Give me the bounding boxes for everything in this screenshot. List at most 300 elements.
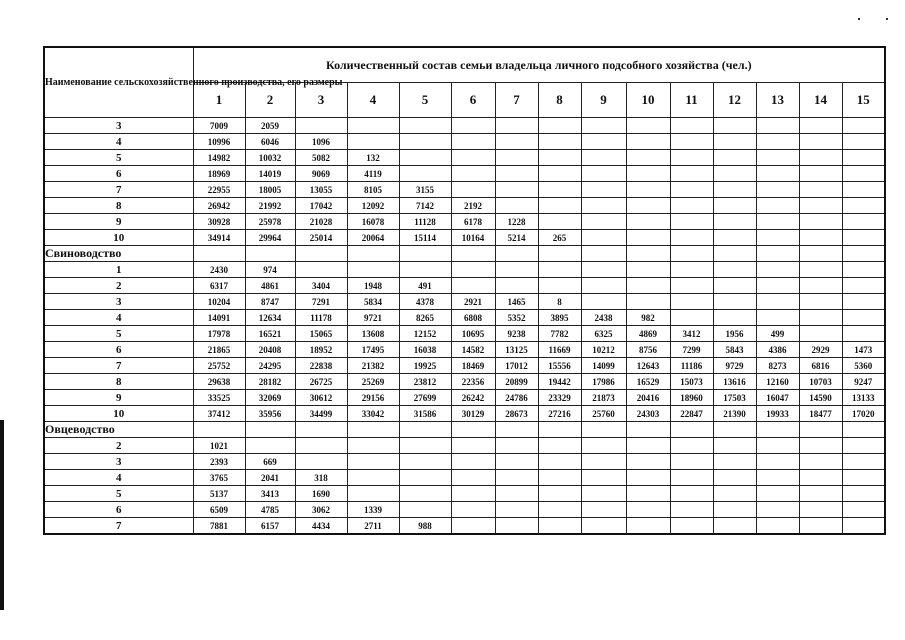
table-cell: [347, 454, 399, 470]
table-cell: 3155: [399, 182, 451, 198]
row-size-label: 2: [44, 278, 193, 294]
table-cell: [626, 262, 670, 278]
table-cell: 7142: [399, 198, 451, 214]
table-cell: [756, 518, 799, 535]
table-cell: [713, 214, 756, 230]
table-cell: [799, 454, 842, 470]
table-cell: [799, 214, 842, 230]
scan-edge-mark: [0, 420, 4, 610]
table-cell: [670, 214, 713, 230]
table-cell: [495, 454, 538, 470]
table-cell: 33525: [193, 390, 245, 406]
table-cell: [451, 518, 495, 535]
table-cell: [295, 454, 347, 470]
table-cell: 14019: [245, 166, 295, 182]
table-cell: 28673: [495, 406, 538, 422]
table-cell: [451, 502, 495, 518]
table-cell: 23329: [538, 390, 581, 406]
table-cell: [842, 326, 885, 342]
table-cell: 9238: [495, 326, 538, 342]
table-cell: 3413: [245, 486, 295, 502]
table-cell: [756, 278, 799, 294]
table-cell: 14091: [193, 310, 245, 326]
table-row: [44, 150, 885, 166]
table-cell: [713, 310, 756, 326]
table-cell: 3062: [295, 502, 347, 518]
column-number-header: 4: [347, 83, 399, 118]
table-cell: 35956: [245, 406, 295, 422]
table-cell: 12092: [347, 198, 399, 214]
table-cell: 11128: [399, 214, 451, 230]
table-cell: [713, 166, 756, 182]
table-cell: [756, 294, 799, 310]
table-cell: [451, 246, 495, 262]
table-cell: [538, 246, 581, 262]
column-number-header: 13: [756, 83, 799, 118]
table-cell: 15073: [670, 374, 713, 390]
table-cell: [670, 422, 713, 438]
table-cell: 974: [245, 262, 295, 278]
table-cell: [756, 166, 799, 182]
table-row: [44, 262, 885, 278]
row-size-label: 3: [44, 454, 193, 470]
table-cell: 17986: [581, 374, 626, 390]
table-cell: 6808: [451, 310, 495, 326]
table-cell: [626, 438, 670, 454]
table-cell: 17020: [842, 406, 885, 422]
table-row: [44, 486, 885, 502]
row-size-label: 7: [44, 358, 193, 374]
table-body: [44, 118, 885, 535]
row-size-label: 5: [44, 486, 193, 502]
table-cell: [713, 134, 756, 150]
row-size-label: 4: [44, 310, 193, 326]
table-cell: 4785: [245, 502, 295, 518]
table-cell: 10703: [799, 374, 842, 390]
table-cell: [799, 134, 842, 150]
table-cell: [713, 438, 756, 454]
table-cell: 9721: [347, 310, 399, 326]
table-cell: [495, 134, 538, 150]
table-cell: [399, 262, 451, 278]
table-cell: 26942: [193, 198, 245, 214]
section-row: [44, 422, 885, 438]
table-cell: [495, 470, 538, 486]
table-cell: [842, 214, 885, 230]
table-cell: [495, 262, 538, 278]
table-cell: [295, 422, 347, 438]
table-cell: [799, 118, 842, 134]
table-cell: [495, 246, 538, 262]
table-cell: [581, 262, 626, 278]
table-cell: 5352: [495, 310, 538, 326]
table-cell: [245, 246, 295, 262]
table-cell: [713, 294, 756, 310]
table-cell: 22356: [451, 374, 495, 390]
row-size-label: 5: [44, 326, 193, 342]
table-cell: [842, 182, 885, 198]
table-cell: 10996: [193, 134, 245, 150]
table-cell: 7299: [670, 342, 713, 358]
table-cell: [756, 438, 799, 454]
table-cell: [626, 134, 670, 150]
table-cell: 18477: [799, 406, 842, 422]
table-cell: 499: [756, 326, 799, 342]
table-cell: [295, 118, 347, 134]
table-cell: 19925: [399, 358, 451, 374]
table-cell: [670, 454, 713, 470]
table-cell: [670, 310, 713, 326]
table-cell: [799, 486, 842, 502]
table-cell: [399, 422, 451, 438]
table-cell: [495, 502, 538, 518]
table-cell: [626, 518, 670, 535]
section-title: Свиноводство: [44, 246, 193, 262]
table-cell: [626, 502, 670, 518]
table-cell: 37412: [193, 406, 245, 422]
row-size-label: 6: [44, 342, 193, 358]
table-cell: 21028: [295, 214, 347, 230]
table-cell: [495, 422, 538, 438]
table-cell: 132: [347, 150, 399, 166]
table-cell: [495, 278, 538, 294]
table-row: [44, 166, 885, 182]
table-cell: 2711: [347, 518, 399, 535]
table-cell: [347, 134, 399, 150]
column-number-header: 7: [495, 83, 538, 118]
table-cell: 17495: [347, 342, 399, 358]
table-cell: 14099: [581, 358, 626, 374]
table-cell: [295, 262, 347, 278]
table-cell: [670, 294, 713, 310]
table-cell: [538, 422, 581, 438]
table-cell: [756, 454, 799, 470]
row-size-label: 1: [44, 262, 193, 278]
table-cell: 24786: [495, 390, 538, 406]
table-cell: [581, 454, 626, 470]
table-cell: 4861: [245, 278, 295, 294]
table-cell: [399, 118, 451, 134]
table-cell: 1096: [295, 134, 347, 150]
table-cell: 34499: [295, 406, 347, 422]
table-row: [44, 470, 885, 486]
column-number-header: 1: [193, 83, 245, 118]
table-cell: 1948: [347, 278, 399, 294]
table-cell: 1021: [193, 438, 245, 454]
table-cell: [799, 422, 842, 438]
table-cell: [245, 438, 295, 454]
table-cell: [799, 518, 842, 535]
table-cell: 29964: [245, 230, 295, 246]
table-cell: 8747: [245, 294, 295, 310]
table-cell: [842, 134, 885, 150]
table-cell: [451, 278, 495, 294]
row-size-label: 3: [44, 294, 193, 310]
table-cell: [842, 294, 885, 310]
table-cell: 8273: [756, 358, 799, 374]
table-cell: 2438: [581, 310, 626, 326]
table-cell: 988: [399, 518, 451, 535]
table-cell: 15556: [538, 358, 581, 374]
table-cell: 8265: [399, 310, 451, 326]
table-cell: 11669: [538, 342, 581, 358]
table-cell: 24303: [626, 406, 670, 422]
table-cell: 28182: [245, 374, 295, 390]
table-cell: [399, 134, 451, 150]
table-cell: 34914: [193, 230, 245, 246]
table-cell: 6509: [193, 502, 245, 518]
table-cell: [626, 118, 670, 134]
row-size-label: 7: [44, 182, 193, 198]
table-cell: [538, 166, 581, 182]
table-cell: [626, 294, 670, 310]
table-cell: 2041: [245, 470, 295, 486]
table-cell: [495, 150, 538, 166]
table-cell: [799, 294, 842, 310]
table-cell: [451, 150, 495, 166]
table-cell: [842, 502, 885, 518]
column-number-header: 8: [538, 83, 581, 118]
table-cell: 20064: [347, 230, 399, 246]
table-cell: 1228: [495, 214, 538, 230]
production-name-header: Наименование сельскохозяйственного производства, его размеры: [44, 47, 193, 118]
table-cell: [451, 262, 495, 278]
table-cell: 21865: [193, 342, 245, 358]
table-cell: [670, 134, 713, 150]
table-cell: [626, 246, 670, 262]
table-cell: [799, 438, 842, 454]
table-cell: 2192: [451, 198, 495, 214]
table-cell: [799, 326, 842, 342]
column-number-header: 2: [245, 83, 295, 118]
table-cell: [756, 310, 799, 326]
table-cell: [538, 438, 581, 454]
table-cell: 32069: [245, 390, 295, 406]
table-cell: [399, 502, 451, 518]
table-cell: [581, 422, 626, 438]
table-cell: [495, 198, 538, 214]
table-cell: [713, 278, 756, 294]
table-cell: [799, 182, 842, 198]
column-number-header: 11: [670, 83, 713, 118]
table-cell: 265: [538, 230, 581, 246]
table-row: [44, 198, 885, 214]
table-cell: [538, 198, 581, 214]
table-cell: [193, 246, 245, 262]
table-cell: 25014: [295, 230, 347, 246]
table-cell: 3895: [538, 310, 581, 326]
table-cell: [799, 310, 842, 326]
table-cell: 23812: [399, 374, 451, 390]
table-cell: [626, 198, 670, 214]
table-cell: [756, 150, 799, 166]
table-cell: [713, 118, 756, 134]
table-cell: [756, 262, 799, 278]
table-cell: 12643: [626, 358, 670, 374]
table-cell: 8105: [347, 182, 399, 198]
table-row: [44, 294, 885, 310]
table-cell: 6325: [581, 326, 626, 342]
table-cell: [626, 278, 670, 294]
table-cell: 2430: [193, 262, 245, 278]
table-cell: 25752: [193, 358, 245, 374]
table-cell: [581, 214, 626, 230]
table-cell: [670, 278, 713, 294]
table-cell: 14982: [193, 150, 245, 166]
table-cell: 9069: [295, 166, 347, 182]
table-row: [44, 118, 885, 134]
table-cell: 16521: [245, 326, 295, 342]
table-cell: [756, 134, 799, 150]
table-cell: 12160: [756, 374, 799, 390]
table-cell: [581, 518, 626, 535]
table-cell: 20408: [245, 342, 295, 358]
table-cell: 4119: [347, 166, 399, 182]
table-row: [44, 326, 885, 342]
table-cell: [451, 166, 495, 182]
row-size-label: 3: [44, 118, 193, 134]
table-cell: 10032: [245, 150, 295, 166]
table-cell: [581, 150, 626, 166]
table-cell: [842, 470, 885, 486]
table-cell: [626, 470, 670, 486]
table-cell: 1465: [495, 294, 538, 310]
table-cell: [193, 422, 245, 438]
table-cell: [347, 246, 399, 262]
table-cell: [581, 502, 626, 518]
table-cell: [495, 118, 538, 134]
table-cell: 29638: [193, 374, 245, 390]
table-cell: [295, 246, 347, 262]
table-cell: [756, 246, 799, 262]
table-cell: 2393: [193, 454, 245, 470]
table-cell: 6157: [245, 518, 295, 535]
table-cell: [670, 230, 713, 246]
table-row: [44, 374, 885, 390]
table-cell: 3404: [295, 278, 347, 294]
table-cell: [538, 278, 581, 294]
table-cell: [451, 118, 495, 134]
table-cell: 21992: [245, 198, 295, 214]
table-cell: 15114: [399, 230, 451, 246]
table-cell: [842, 150, 885, 166]
table-cell: 18952: [295, 342, 347, 358]
row-size-label: 4: [44, 470, 193, 486]
table-cell: [842, 438, 885, 454]
table-cell: [451, 470, 495, 486]
table-cell: [399, 470, 451, 486]
table-cell: [799, 502, 842, 518]
table-cell: 30612: [295, 390, 347, 406]
table-cell: 8: [538, 294, 581, 310]
table-cell: 16078: [347, 214, 399, 230]
table-cell: 30928: [193, 214, 245, 230]
table-cell: 6046: [245, 134, 295, 150]
table-cell: [451, 422, 495, 438]
family-composition-table: [43, 46, 886, 535]
table-cell: [842, 166, 885, 182]
table-cell: [842, 262, 885, 278]
table-cell: 318: [295, 470, 347, 486]
table-cell: [581, 470, 626, 486]
table-cell: [799, 230, 842, 246]
table-cell: 29156: [347, 390, 399, 406]
row-size-label: 10: [44, 230, 193, 246]
table-cell: [451, 182, 495, 198]
table-cell: [799, 470, 842, 486]
column-number-header: 9: [581, 83, 626, 118]
column-number-header: 14: [799, 83, 842, 118]
table-cell: [842, 278, 885, 294]
table-cell: 33042: [347, 406, 399, 422]
table-cell: 16038: [399, 342, 451, 358]
table-cell: [842, 454, 885, 470]
table-cell: 21390: [713, 406, 756, 422]
table-cell: 19933: [756, 406, 799, 422]
table-cell: 27216: [538, 406, 581, 422]
table-cell: [581, 438, 626, 454]
table-cell: [670, 182, 713, 198]
table-cell: 9247: [842, 374, 885, 390]
table-cell: [581, 246, 626, 262]
table-cell: 12152: [399, 326, 451, 342]
table-cell: [713, 150, 756, 166]
table-cell: 13133: [842, 390, 885, 406]
table-row: [44, 406, 885, 422]
table-cell: 3765: [193, 470, 245, 486]
table-cell: [713, 470, 756, 486]
table-cell: [538, 150, 581, 166]
table-cell: 669: [245, 454, 295, 470]
table-cell: 2921: [451, 294, 495, 310]
table-cell: [799, 198, 842, 214]
table-cell: [538, 518, 581, 535]
table-row: [44, 182, 885, 198]
table-cell: 16529: [626, 374, 670, 390]
table-cell: 2059: [245, 118, 295, 134]
table-cell: 17503: [713, 390, 756, 406]
table-cell: [538, 214, 581, 230]
table-cell: [842, 310, 885, 326]
table-cell: 7291: [295, 294, 347, 310]
table-cell: [495, 518, 538, 535]
table-cell: [713, 182, 756, 198]
table-cell: [799, 278, 842, 294]
table-cell: [399, 150, 451, 166]
table-cell: 13125: [495, 342, 538, 358]
table-cell: 26725: [295, 374, 347, 390]
table-cell: 5843: [713, 342, 756, 358]
table-cell: [670, 118, 713, 134]
table-cell: 18969: [193, 166, 245, 182]
table-cell: [581, 294, 626, 310]
table-cell: [842, 118, 885, 134]
table-cell: [399, 166, 451, 182]
table-cell: [451, 134, 495, 150]
table-cell: 26242: [451, 390, 495, 406]
column-number-header: 10: [626, 83, 670, 118]
table-cell: 25269: [347, 374, 399, 390]
table-cell: 1690: [295, 486, 347, 502]
table-cell: 25760: [581, 406, 626, 422]
table-cell: 19442: [538, 374, 581, 390]
table-cell: [670, 502, 713, 518]
table-cell: [245, 422, 295, 438]
table-cell: [713, 198, 756, 214]
table-cell: [399, 454, 451, 470]
table-cell: [347, 422, 399, 438]
table-cell: 20416: [626, 390, 670, 406]
